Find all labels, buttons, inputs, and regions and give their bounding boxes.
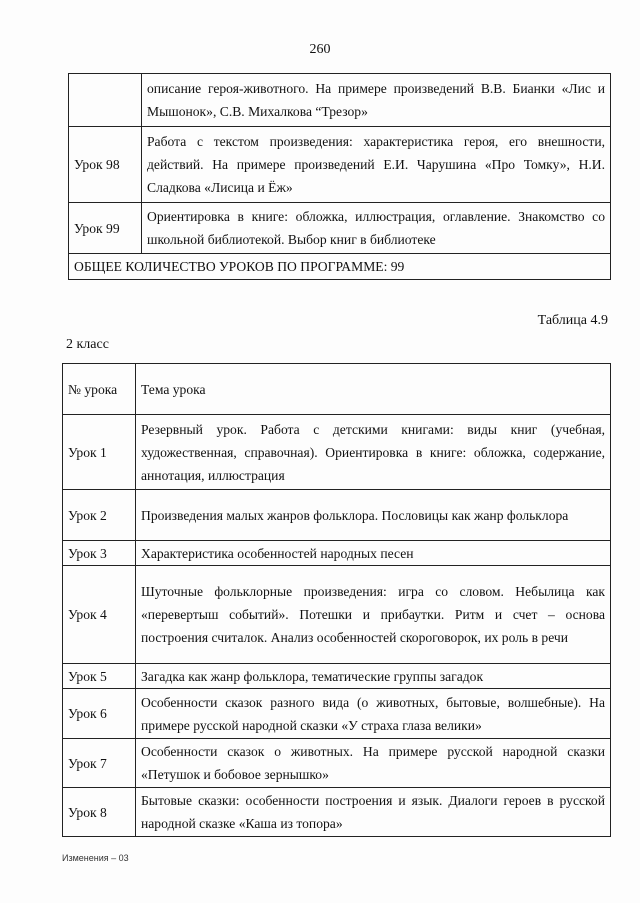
lesson-cell: Урок 6 (63, 689, 136, 739)
lessons-table-continued (68, 73, 611, 280)
lesson-cell: Урок 2 (63, 490, 136, 541)
lesson-cell: Урок 7 (63, 739, 136, 788)
table-caption: Таблица 4.9 (537, 313, 608, 328)
table-row (63, 788, 611, 837)
table-row (63, 689, 611, 739)
table-row (69, 74, 611, 127)
lessons-table-4-9 (62, 363, 611, 837)
lesson-cell: Урок 4 (63, 566, 136, 664)
topic-cell: Бытовые сказки: особенности построения и язык. Диалоги героев в русской народной сказке «Каша из топора» (136, 788, 611, 837)
table-row (63, 490, 611, 541)
lesson-cell: Урок 5 (63, 664, 136, 689)
table-row (63, 566, 611, 664)
topic-cell: Загадка как жанр фольклора, тематические группы загадок (136, 664, 611, 689)
table-row (69, 254, 611, 280)
header-lesson-topic: Тема урока (136, 364, 611, 415)
table-row (63, 541, 611, 566)
lesson-cell: Урок 3 (63, 541, 136, 566)
lesson-cell: Урок 99 (69, 203, 142, 254)
lesson-cell: Урок 1 (63, 415, 136, 490)
lesson-cell: Урок 8 (63, 788, 136, 837)
table-header-row (63, 364, 611, 415)
lesson-cell: Урок 98 (69, 127, 142, 203)
table-row (63, 664, 611, 689)
page-number: 260 (309, 42, 331, 57)
footer-revision-note: Изменения – 03 (62, 853, 129, 863)
topic-cell: Характеристика особенностей народных песен (136, 541, 611, 566)
topic-cell: Особенности сказок разного вида (о животных, бытовые, волшебные). На примере русской народной сказки «У страха глаза велики» (136, 689, 611, 739)
lesson-cell (69, 74, 142, 127)
topic-cell: описание героя-животного. На примере произведений В.В. Бианки «Лис и Мышонок», С.В. Михалкова “Трезор» (142, 74, 611, 127)
topic-cell: Произведения малых жанров фольклора. Пословицы как жанр фольклора (136, 490, 611, 541)
topic-cell: Резервный урок. Работа с детскими книгами: виды книг (учебная, художественная, справочная). Ориентировка в книге: обложка, содержание, аннотация, иллюстрация (136, 415, 611, 490)
header-lesson-number: № урока (63, 364, 136, 415)
table-row (63, 415, 611, 490)
table-row (63, 739, 611, 788)
topic-cell: Шуточные фольклорные произведения: игра со словом. Небылица как «перевертыш событий». Потешки и прибаутки. Ритм и счет – основа построения считалок. Анализ особенностей скороговорок, их роль в речи (136, 566, 611, 664)
topic-cell: Ориентировка в книге: обложка, иллюстрация, оглавление. Знакомство со школьной библиотекой. Выбор книг в библиотеке (142, 203, 611, 254)
table-row (69, 203, 611, 254)
topic-cell: Работа с текстом произведения: характеристика героя, его внешности, действий. На примере произведений Е.И. Чарушина «Про Томку», Н.И. Сладкова «Лисица и Ёж» (142, 127, 611, 203)
grade-label: 2 класс (66, 337, 109, 352)
table-row (69, 127, 611, 203)
topic-cell: Особенности сказок о животных. На примере русской народной сказки «Петушок и бобовое зернышко» (136, 739, 611, 788)
total-lessons-cell: ОБЩЕЕ КОЛИЧЕСТВО УРОКОВ ПО ПРОГРАММЕ: 99 (69, 254, 611, 280)
